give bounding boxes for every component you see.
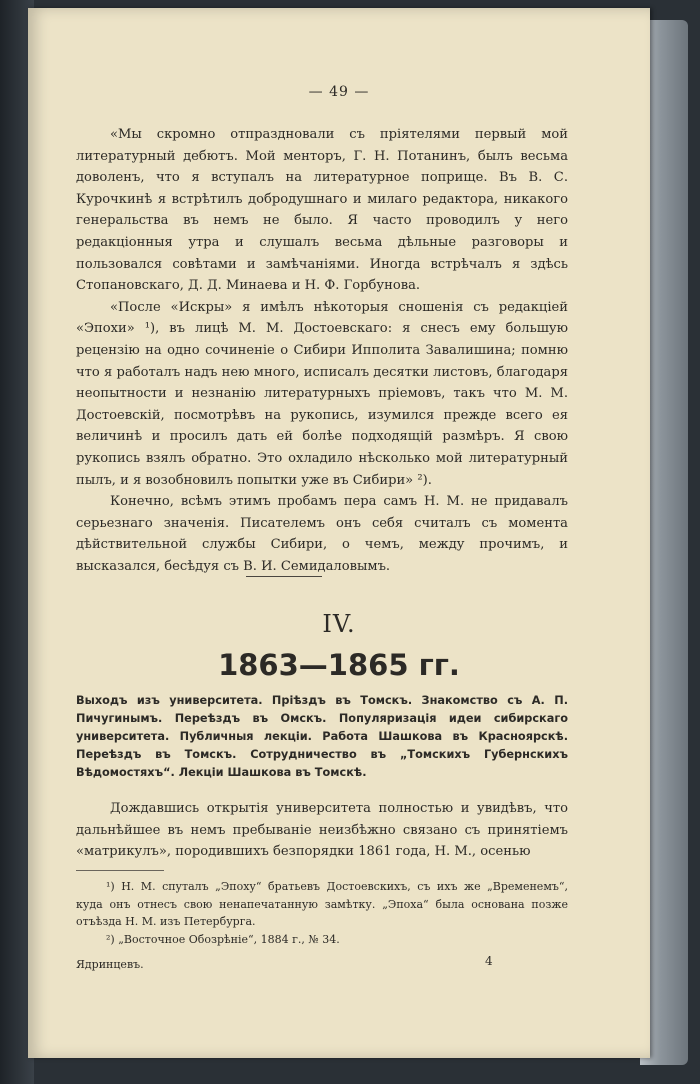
body-paragraph: Дождавшись открытія университета полностью и увидѣвъ, что дальнѣйшее въ немъ пребываніе неизбѣжно связано съ принятіемъ «матрикулъ», породившихъ безпорядки 1861 года, Н. М., осенью	[76, 801, 568, 860]
signature-mark: Ядринцевъ.	[76, 958, 144, 971]
sheet-number: 4	[485, 954, 493, 968]
page-number: — 49 —	[308, 84, 370, 100]
paragraph-2: «После «Искры» я имѣлъ нѣкоторыя сношенія съ редакціей «Эпохи» ¹), въ лицѣ М. М. Достоевскаго: я снесъ ему большую рецензію на одно сочиненіе о Сибири Ипполита Завалишина; помню что я работалъ надъ нею много, исписалъ десятки листовъ, благодаря неопытности и незнанію литературныхъ пріемовъ, такъ что М. М. Достоевскій, посмотрѣвъ на рукопись, изумился прежде всего ея величинѣ и просилъ дать ей болѣе подходящій размѣръ. Я свою рукопись взялъ обратно. Это охладило нѣсколько мой литературный пылъ, и я возобновилъ попытки уже въ Сибири» ²).	[76, 299, 568, 488]
paragraph-3: Конечно, всѣмъ этимъ пробамъ пера самъ Н. М. не придавалъ серьезнаго значенія. Писателемъ онъ себя считалъ съ момента дѣйствительной службы Сибири, о чемъ, между прочимъ, и высказался, бесѣдуя съ В. И. Семидаловымъ.	[76, 494, 568, 574]
footnote-1: ¹) Н. М. спуталъ „Эпоху“ братьевъ Достоевскихъ, съ ихъ же „Временемъ“, куда онъ отнесъ свою ненапечатанную замѣтку. „Эпоха“ была основана позже отъѣзда Н. М. изъ Петербурга.	[76, 880, 568, 928]
footnote-2: ²) „Восточное Обозрѣніе“, 1884 г., № 34.	[106, 932, 340, 946]
section-title: 1863—1865 гг.	[218, 648, 460, 682]
footnote-rule	[76, 870, 164, 871]
footnotes	[76, 878, 568, 948]
body-text	[76, 798, 568, 863]
section-summary: Выходъ изъ университета. Пріѣздъ въ Томскъ. Знакомство съ А. П. Пичугинымъ. Переѣздъ въ Омскъ. Популяризація идеи сибирскаго университета. Публичныя лекціи. Работа Шашкова въ Красноярскѣ. Переѣздъ въ Томскъ. Сотрудничество въ „Томскихъ Губернскихъ Вѣдомостяхъ“. Лекціи Шашкова въ Томскѣ.	[76, 694, 568, 779]
quote-block	[76, 124, 568, 577]
paragraph-1: «Мы скромно отпраздновали съ пріятелями первый мой литературный дебютъ. Мой менторъ, Г. Н. Потанинъ, былъ весьма доволенъ, что я вступалъ на литературное поприще. Въ В. С. Курочкинѣ я встрѣтилъ добродушнаго и милаго редактора, никакого генеральства въ немъ не было. Я часто проводилъ у него редакціонныя утра и слушалъ весьма дѣльные разговоры и пользовался совѣтами и замѣчаніями. Иногда встрѣчалъ я здѣсь Стопановскаго, Д. Д. Минаева и Н. Ф. Горбунова.	[76, 127, 568, 294]
section-divider	[246, 576, 322, 577]
book-page	[28, 8, 650, 1058]
section-number: IV.	[322, 610, 356, 638]
